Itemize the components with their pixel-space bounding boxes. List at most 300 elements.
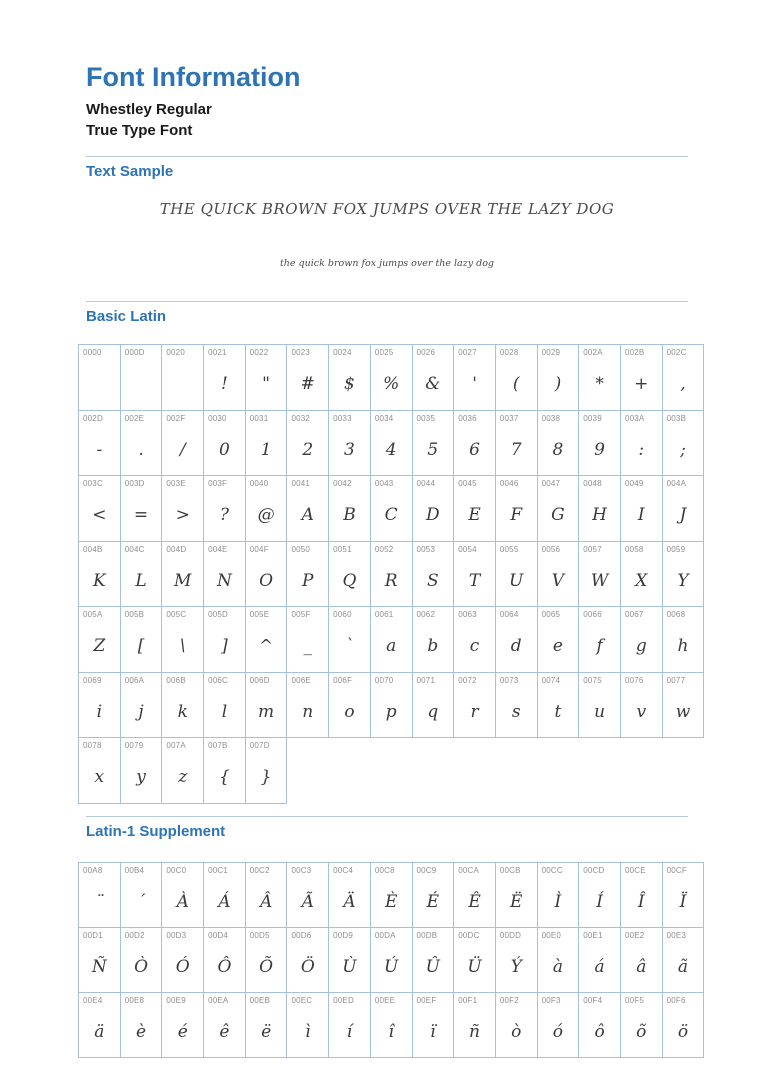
glyph-cell <box>370 862 412 927</box>
glyph-cell <box>287 992 329 1057</box>
codepoint-label: 007D <box>249 741 270 750</box>
page-title: Font Information <box>86 62 301 92</box>
glyph: ã <box>677 956 689 977</box>
glyph: S <box>427 570 439 591</box>
codepoint-label: 00EB <box>249 995 271 1005</box>
glyph-cell <box>579 992 621 1057</box>
glyph: y <box>136 767 146 787</box>
glyph-cell <box>579 607 621 673</box>
glyph-cell <box>204 345 246 411</box>
codepoint-label: 0060 <box>333 610 352 619</box>
glyph-cell <box>120 607 162 673</box>
codepoint-label: 0064 <box>499 610 519 619</box>
glyph-cell <box>454 476 496 542</box>
glyph: ë <box>261 1021 272 1042</box>
codepoint-label: 0043 <box>374 479 394 488</box>
glyph: ò <box>511 1021 522 1042</box>
glyph-cell <box>537 607 579 673</box>
glyph-cell <box>412 862 454 927</box>
glyph-cell <box>120 541 162 607</box>
codepoint-label: 0028 <box>499 348 519 357</box>
glyph-cell <box>204 927 246 992</box>
codepoint-label: 006B <box>166 675 186 685</box>
glyph-cell <box>287 607 329 673</box>
glyph: m <box>258 701 275 722</box>
glyph-cell <box>329 862 371 927</box>
glyph-cell <box>537 345 579 411</box>
glyph-cell <box>454 862 496 927</box>
codepoint-label: 005C <box>166 610 187 619</box>
glyph-cell <box>204 476 246 542</box>
codepoint-label: 0061 <box>374 610 394 619</box>
codepoint-label: 00DD <box>499 930 522 940</box>
glyph: d <box>510 636 522 656</box>
font-name: Whestley Regular <box>86 101 212 118</box>
codepoint-label: 0031 <box>249 413 269 423</box>
glyph: Â <box>259 891 273 912</box>
codepoint-label: 005A <box>83 610 103 619</box>
glyph-cell <box>245 410 287 476</box>
glyph: ä <box>94 1021 105 1042</box>
codepoint-label: 005B <box>124 610 145 619</box>
codepoint-label: 0074 <box>541 675 561 685</box>
glyph: v <box>636 701 647 722</box>
codepoint-label: 0040 <box>249 479 269 488</box>
codepoint-label: 0032 <box>291 413 311 423</box>
codepoint-label: 003D <box>124 479 145 488</box>
glyph: % <box>383 374 400 394</box>
glyph: ö <box>677 1021 689 1042</box>
glyph-cell <box>412 607 454 673</box>
glyph: Ú <box>383 956 399 977</box>
codepoint-label: 00EF <box>416 995 437 1005</box>
glyph: " <box>262 374 270 394</box>
codepoint-label: 00E1 <box>583 930 603 940</box>
glyph-cell <box>495 541 537 607</box>
glyph: ' <box>472 374 477 394</box>
codepoint-label: 0071 <box>416 675 436 685</box>
glyph-cell <box>370 992 412 1057</box>
codepoint-label: 00F6 <box>666 995 686 1005</box>
codepoint-label: 0034 <box>374 413 394 423</box>
glyph: { <box>218 767 230 787</box>
glyph: ô <box>594 1021 605 1042</box>
glyph-cell <box>79 672 121 738</box>
glyph-cell <box>412 410 454 476</box>
glyph-cell <box>162 927 204 992</box>
glyph: w <box>675 701 691 722</box>
glyph: Û <box>425 956 440 977</box>
codepoint-label: 00D2 <box>124 930 145 940</box>
section-divider <box>86 816 688 817</box>
glyph-row <box>79 476 704 542</box>
empty-cell <box>495 738 537 804</box>
font-type: True Type Font <box>86 122 193 139</box>
glyph: 5 <box>427 439 439 460</box>
glyph-cell <box>537 862 579 927</box>
codepoint-label: 00CB <box>499 865 521 875</box>
glyph-cell <box>162 672 204 738</box>
glyph: Q <box>342 570 357 591</box>
codepoint-label: 0029 <box>541 348 561 357</box>
glyph: Ä <box>343 891 356 912</box>
glyph-cell <box>454 672 496 738</box>
glyph: Á <box>218 891 231 912</box>
glyph-cell <box>495 927 537 992</box>
glyph: ] <box>221 636 228 656</box>
glyph: ñ <box>469 1021 480 1042</box>
codepoint-label: 0058 <box>624 544 644 554</box>
glyph-cell <box>370 927 412 992</box>
glyph-cell <box>495 862 537 927</box>
codepoint-label: 0030 <box>208 413 227 423</box>
codepoint-label: 00CF <box>666 865 687 875</box>
glyph: [ <box>137 636 145 656</box>
glyph-cell <box>495 992 537 1057</box>
glyph-row <box>79 410 704 476</box>
glyph: : <box>638 439 645 460</box>
glyph-cell <box>120 992 162 1057</box>
glyph: è <box>136 1021 147 1042</box>
glyph-cell <box>662 541 704 607</box>
codepoint-label: 00EA <box>208 995 229 1005</box>
glyph-cell <box>204 607 246 673</box>
glyph-cell <box>412 476 454 542</box>
glyph: 2 <box>302 439 314 460</box>
glyph: Í <box>596 891 603 912</box>
codepoint-label: 006D <box>249 675 270 685</box>
codepoint-label: 00E2 <box>624 930 645 940</box>
codepoint-label: 006E <box>291 675 311 685</box>
glyph-cell <box>620 541 662 607</box>
sample-text-lowercase: the quick brown fox jumps over the lazy dog <box>279 258 494 269</box>
codepoint-label: 0045 <box>458 479 477 488</box>
glyph-cell <box>287 862 329 927</box>
codepoint-label: 0078 <box>83 741 102 750</box>
codepoint-label: 00C9 <box>416 865 437 875</box>
glyph: É <box>426 891 440 912</box>
codepoint-label: 0000 <box>83 348 102 357</box>
glyph-cell <box>620 476 662 542</box>
glyph: á <box>594 956 605 977</box>
codepoint-label: 0052 <box>374 544 394 554</box>
glyph-cell <box>79 476 121 542</box>
glyph-cell <box>120 672 162 738</box>
glyph-cell <box>79 410 121 476</box>
glyph: Õ <box>259 956 274 977</box>
codepoint-label: 00D1 <box>83 930 103 940</box>
glyph: D <box>426 505 440 525</box>
glyph-cell <box>454 345 496 411</box>
codepoint-label: 0070 <box>374 675 394 685</box>
glyph-cell <box>245 541 287 607</box>
glyph: a <box>386 636 397 656</box>
empty-cell <box>620 738 662 804</box>
codepoint-label: 004E <box>208 544 228 554</box>
glyph-cell <box>454 541 496 607</box>
glyph-row <box>79 862 704 927</box>
glyph: F <box>510 505 523 525</box>
codepoint-label: 00E0 <box>541 930 562 940</box>
glyph: Ê <box>468 891 481 912</box>
codepoint-label: 00DA <box>374 930 396 940</box>
codepoint-label: 00E9 <box>166 995 186 1005</box>
glyph-cell <box>329 541 371 607</box>
glyph: ^ <box>258 636 274 656</box>
glyph-cell <box>662 672 704 738</box>
section-divider <box>86 156 688 157</box>
glyph-cell <box>162 410 204 476</box>
glyph-row <box>79 927 704 992</box>
glyph: T <box>468 570 481 591</box>
codepoint-label: 0022 <box>249 348 269 357</box>
glyph-cell <box>162 345 204 411</box>
codepoint-label: 0051 <box>333 544 352 554</box>
codepoint-label: 00DC <box>458 930 480 940</box>
codepoint-label: 0033 <box>333 413 352 423</box>
codepoint-label: 006F <box>333 675 353 685</box>
glyph: ì <box>305 1021 311 1042</box>
glyph-cell <box>454 410 496 476</box>
glyph-cell <box>579 345 621 411</box>
codepoint-label: 003E <box>166 479 186 488</box>
glyph-cell <box>495 345 537 411</box>
glyph-cell <box>662 607 704 673</box>
codepoint-label: 00ED <box>333 995 354 1005</box>
glyph-cell <box>662 992 704 1057</box>
glyph: o <box>344 701 355 722</box>
glyph-cell <box>79 738 121 804</box>
glyph: 4 <box>385 439 397 460</box>
glyph-cell <box>287 345 329 411</box>
glyph-cell <box>79 862 121 927</box>
codepoint-label: 0054 <box>458 544 477 554</box>
codepoint-label: 005E <box>249 610 270 619</box>
glyph: K <box>92 570 106 591</box>
glyph-cell <box>245 476 287 542</box>
glyph-cell <box>662 927 704 992</box>
glyph: Y <box>677 570 689 591</box>
glyph-row <box>79 738 704 804</box>
codepoint-label: 003F <box>208 479 228 488</box>
glyph: X <box>635 570 648 591</box>
glyph-cell <box>79 992 121 1057</box>
codepoint-label: 0035 <box>416 413 436 423</box>
codepoint-label: 0067 <box>624 610 644 619</box>
codepoint-label: 004D <box>166 544 187 554</box>
glyph: z <box>178 767 188 787</box>
glyph-cell <box>412 672 454 738</box>
codepoint-label: 004C <box>124 544 145 554</box>
glyph-row <box>79 607 704 673</box>
codepoint-label: 004A <box>666 479 687 488</box>
codepoint-label: 0057 <box>583 544 602 554</box>
codepoint-label: 00CC <box>541 865 563 875</box>
glyph-cell <box>287 541 329 607</box>
codepoint-label: 00CE <box>624 865 646 875</box>
glyph-cell <box>245 992 287 1057</box>
glyph: ( <box>512 374 520 394</box>
glyph: r <box>470 701 479 722</box>
glyph-cell <box>287 410 329 476</box>
glyph-cell <box>329 927 371 992</box>
codepoint-label: 0059 <box>666 544 686 554</box>
glyph: é <box>177 1021 188 1042</box>
empty-cell <box>579 738 621 804</box>
glyph-cell <box>329 672 371 738</box>
glyph: + <box>634 374 649 394</box>
codepoint-label: 00E3 <box>666 930 687 940</box>
glyph: N <box>216 570 232 591</box>
glyph: R <box>384 570 398 591</box>
glyph-cell <box>579 410 621 476</box>
glyph: M <box>174 570 192 591</box>
glyph: Ô <box>217 956 232 977</box>
glyph: Î <box>637 891 645 912</box>
glyph: V <box>551 570 565 591</box>
codepoint-label: 003C <box>83 479 103 488</box>
glyph: õ <box>636 1021 647 1042</box>
glyph: E <box>468 505 481 525</box>
codepoint-label: 0053 <box>416 544 436 554</box>
glyph: # <box>300 374 315 394</box>
glyph-cell <box>370 345 412 411</box>
glyph-cell <box>245 738 287 804</box>
glyph: ó <box>552 1021 564 1042</box>
codepoint-label: 00C3 <box>291 865 312 875</box>
codepoint-label: 00D5 <box>249 930 270 940</box>
glyph-cell <box>329 345 371 411</box>
glyph: c <box>469 636 480 656</box>
glyph: p <box>385 701 397 722</box>
glyph-cell <box>620 607 662 673</box>
codepoint-label: 0039 <box>583 413 602 423</box>
glyph-cell <box>495 410 537 476</box>
codepoint-label: 00F4 <box>583 995 603 1005</box>
codepoint-label: 00CA <box>458 865 479 875</box>
glyph: à <box>552 956 563 977</box>
glyph-cell <box>245 345 287 411</box>
glyph: g <box>635 636 647 656</box>
codepoint-label: 00CD <box>583 865 605 875</box>
codepoint-label: 00EC <box>291 995 313 1005</box>
glyph-cell <box>245 927 287 992</box>
codepoint-label: 004F <box>249 544 269 554</box>
codepoint-label: 003A <box>624 413 645 423</box>
glyph: \ <box>179 636 186 656</box>
codepoint-label: 0023 <box>291 348 311 357</box>
codepoint-label: 0024 <box>333 348 352 357</box>
glyph: À <box>176 891 189 912</box>
glyph: î <box>388 1021 394 1042</box>
codepoint-label: 0076 <box>624 675 644 685</box>
glyph-cell <box>204 541 246 607</box>
glyph-cell <box>662 476 704 542</box>
codepoint-label: 0072 <box>458 675 477 685</box>
codepoint-label: 0069 <box>83 675 102 685</box>
glyph-cell <box>245 862 287 927</box>
codepoint-label: 007A <box>166 741 186 750</box>
empty-cell <box>370 738 412 804</box>
codepoint-label: 002C <box>666 348 687 357</box>
glyph: ; <box>680 439 686 460</box>
glyph-cell <box>537 672 579 738</box>
glyph-cell <box>370 541 412 607</box>
glyph: & <box>425 374 441 394</box>
glyph-cell <box>620 862 662 927</box>
glyph: Ì <box>554 891 562 912</box>
glyph: ` <box>345 636 354 656</box>
glyph: q <box>427 701 439 722</box>
glyph: @ <box>257 505 275 525</box>
glyph-cell <box>245 672 287 738</box>
codepoint-label: 002A <box>583 348 603 357</box>
glyph-row <box>79 992 704 1057</box>
glyph: 9 <box>594 439 605 460</box>
glyph: u <box>594 701 606 722</box>
codepoint-label: 0025 <box>374 348 394 357</box>
codepoint-label: 0021 <box>208 348 227 357</box>
glyph: k <box>177 701 188 722</box>
glyph: = <box>133 505 149 525</box>
glyph: H <box>592 505 607 525</box>
codepoint-label: 004B <box>83 544 103 554</box>
basic-latin-table <box>78 344 704 804</box>
glyph-cell <box>329 410 371 476</box>
codepoint-label: 00DB <box>416 930 438 940</box>
glyph: ! <box>220 374 228 394</box>
codepoint-label: 0048 <box>583 479 602 488</box>
empty-cell <box>329 738 371 804</box>
glyph-cell <box>370 476 412 542</box>
glyph: â <box>636 956 647 977</box>
glyph-cell <box>370 672 412 738</box>
glyph-row <box>79 345 704 411</box>
glyph-cell <box>120 738 162 804</box>
codepoint-label: 0046 <box>499 479 519 488</box>
codepoint-label: 00F2 <box>499 995 519 1005</box>
codepoint-label: 00D4 <box>208 930 228 940</box>
glyph: Z <box>93 636 106 656</box>
glyph: / <box>179 439 186 460</box>
glyph: ï <box>430 1021 436 1042</box>
glyph-cell <box>204 672 246 738</box>
glyph-cell <box>329 992 371 1057</box>
glyph: , <box>680 374 686 394</box>
glyph-cell <box>579 927 621 992</box>
glyph: P <box>302 570 314 591</box>
codepoint-label: 005D <box>208 610 228 619</box>
glyph: > <box>175 505 190 525</box>
latin1-supplement-table <box>78 862 704 1058</box>
glyph-cell <box>454 992 496 1057</box>
codepoint-label: 002B <box>624 348 645 357</box>
glyph-cell <box>454 927 496 992</box>
codepoint-label: 00B4 <box>124 865 145 875</box>
glyph-cell <box>204 992 246 1057</box>
codepoint-label: 00F5 <box>624 995 644 1005</box>
glyph: 1 <box>260 439 272 460</box>
codepoint-label: 0038 <box>541 413 561 423</box>
glyph: n <box>302 701 314 722</box>
glyph: f <box>596 636 603 656</box>
glyph-cell <box>620 992 662 1057</box>
glyph-cell <box>620 410 662 476</box>
codepoint-label: 0049 <box>624 479 644 488</box>
codepoint-label: 00E4 <box>83 995 103 1005</box>
codepoint-label: 002F <box>166 413 186 423</box>
glyph-cell <box>79 345 121 411</box>
